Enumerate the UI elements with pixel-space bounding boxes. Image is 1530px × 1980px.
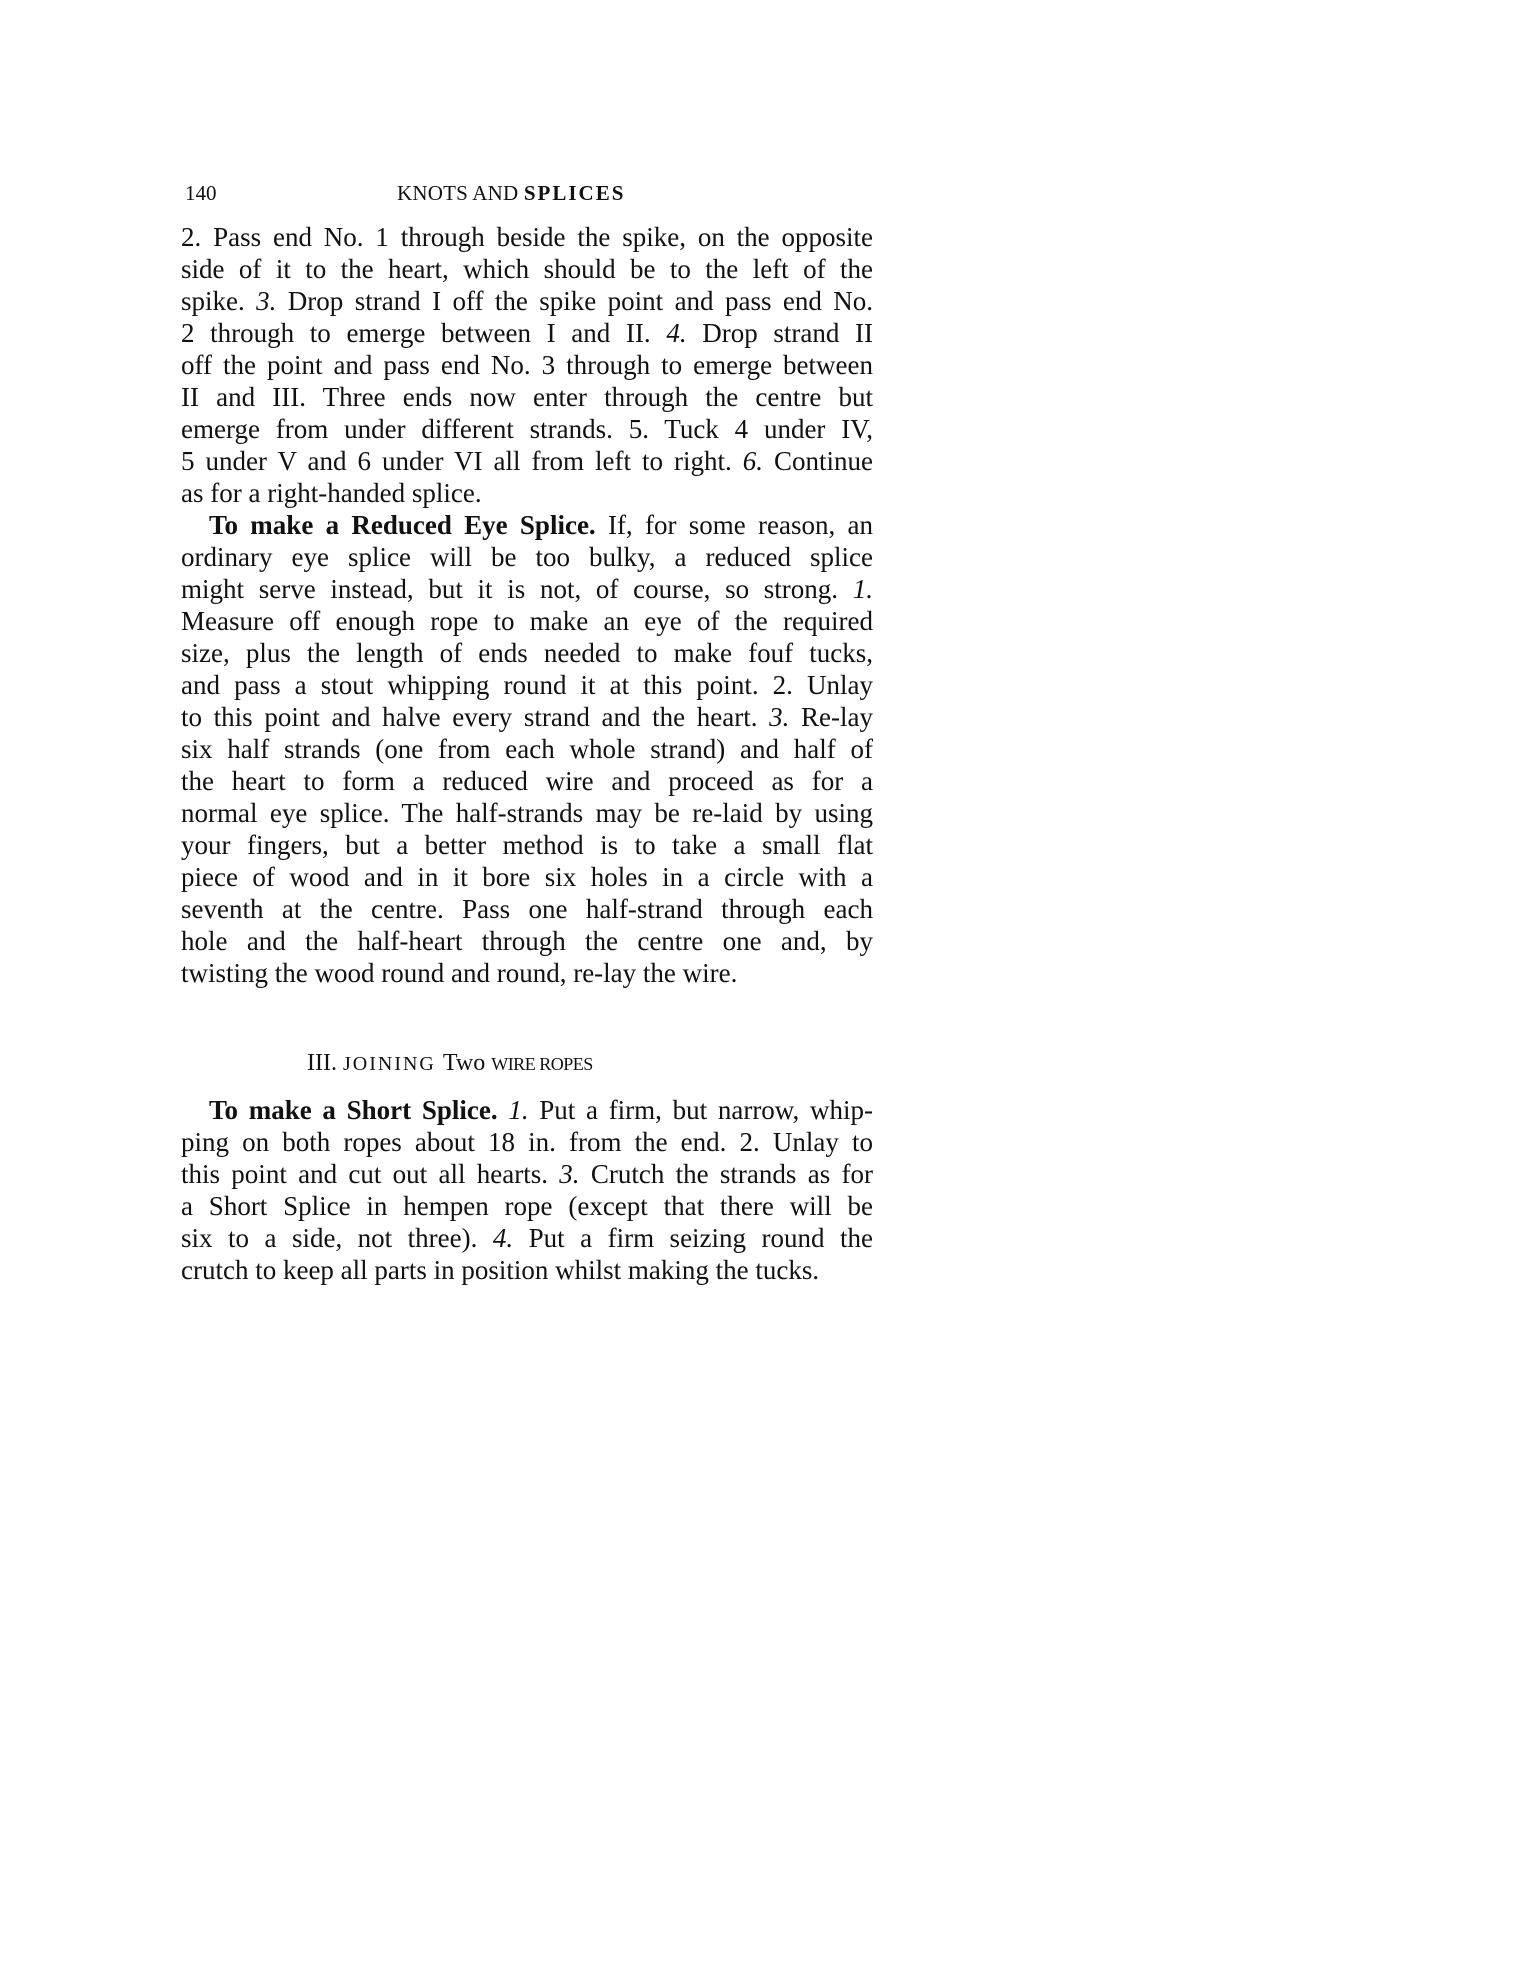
step-number: 3.: [256, 286, 277, 316]
section-heading: [307, 1047, 593, 1080]
step-number: 4.: [666, 318, 687, 348]
text-span: Crutch the strands as for: [579, 1159, 873, 1189]
text-line: as for a right-handed splice.: [181, 478, 482, 508]
text-span: six to a side, not three).: [181, 1223, 493, 1253]
running-title-caps: SPLICES: [523, 181, 626, 205]
text-line: your fingers, but a better method is to take a small flat: [181, 830, 873, 860]
text-line: [181, 701, 873, 733]
text-line: piece of wood and in it bore six holes in a circle with a: [181, 862, 873, 892]
text-span: If, for some reason, an: [595, 510, 873, 540]
text-span: Continue: [763, 446, 874, 476]
text-span: Re-lay: [789, 702, 873, 732]
running-title-prefix: KNOTS AND: [397, 181, 524, 205]
section-heading-part: Two: [442, 1050, 492, 1076]
text-line: crutch to keep all parts in position whilst making the tucks.: [181, 1255, 820, 1285]
text-span: 2 through to emerge between I and II.: [181, 318, 667, 348]
text-line: [181, 573, 873, 605]
text-line: ping on both ropes about 18 in. from the end. 2. Unlay to: [181, 1127, 873, 1157]
text-span: Put a firm seizing round the: [513, 1223, 873, 1253]
text-line: size, plus the length of ends needed to make fouf tucks,: [181, 638, 873, 668]
paragraph-2: [181, 509, 873, 989]
text-line: II and III. Three ends now enter through the centre but: [181, 382, 873, 412]
text-line: normal eye splice. The half-strands may be re-laid by using: [181, 798, 873, 828]
paragraph-3: [181, 1094, 873, 1286]
text-line: [181, 317, 873, 349]
page-number: 140: [185, 181, 217, 205]
text-line: off the point and pass end No. 3 through to emerge between: [181, 350, 873, 380]
text-line: ordinary eye splice will be too bulky, a reduced splice: [181, 542, 873, 572]
text-line: seventh at the centre. Pass one half-strand through each: [181, 894, 873, 924]
text-line: emerge from under different strands. 5. Tuck 4 under IV,: [181, 414, 873, 444]
text-line: [181, 285, 873, 317]
step-number: 6.: [742, 446, 763, 476]
step-number: 1.: [508, 1095, 529, 1125]
section-heading-part: WIRE ROPES: [491, 1054, 593, 1074]
step-number: 3.: [559, 1159, 580, 1189]
text-line: hole and the half-heart through the centre one and, by: [181, 926, 873, 956]
text-line: the heart to form a reduced wire and proceed as for a: [181, 766, 873, 796]
text-line: [181, 1158, 873, 1190]
paragraph-1: [181, 221, 873, 509]
text-span: might serve instead, but it is not, of course, so strong.: [181, 574, 853, 604]
step-number: 4.: [492, 1223, 514, 1253]
text-line: [181, 1094, 873, 1126]
text-span: Drop strand II: [686, 318, 873, 348]
body-text: [181, 221, 873, 989]
text-span: Put a firm, but narrow, whip-: [528, 1095, 873, 1125]
text-span: to this point and halve every strand and the heart.: [181, 702, 770, 732]
text-span: Drop strand I off the spike point and pass end No.: [276, 286, 874, 316]
paragraph-title: To make a Reduced Eye Splice.: [209, 510, 596, 540]
text-line: Measure off enough rope to make an eye of the required: [181, 606, 873, 636]
step-number: 3.: [769, 702, 790, 732]
text-line: 2. Pass end No. 1 through beside the spike, on the opposite: [181, 222, 873, 252]
text-line: [181, 509, 873, 541]
paragraph-title: To make a Short Splice.: [209, 1095, 498, 1125]
text-line: [181, 445, 873, 477]
step-number: 1.: [852, 574, 873, 604]
section-numeral: III.: [307, 1050, 343, 1076]
text-span: this point and cut out all hearts.: [181, 1159, 560, 1189]
running-title: [397, 178, 625, 208]
text-span: spike.: [181, 286, 257, 316]
text-line: six half strands (one from each whole strand) and half of: [181, 734, 873, 764]
running-head: [185, 178, 885, 208]
text-span: [498, 1095, 509, 1125]
text-line: side of it to the heart, which should be to the left of the: [181, 254, 873, 284]
text-line: a Short Splice in hempen rope (except that there will be: [181, 1191, 873, 1221]
text-line: twisting the wood round and round, re-lay the wire.: [181, 958, 738, 988]
text-line: [181, 1222, 873, 1254]
section-heading-part: JOINING: [342, 1053, 443, 1075]
text-line: and pass a stout whipping round it at this point. 2. Unlay: [181, 670, 873, 700]
text-span: 5 under V and 6 under VI all from left to right.: [181, 446, 743, 476]
